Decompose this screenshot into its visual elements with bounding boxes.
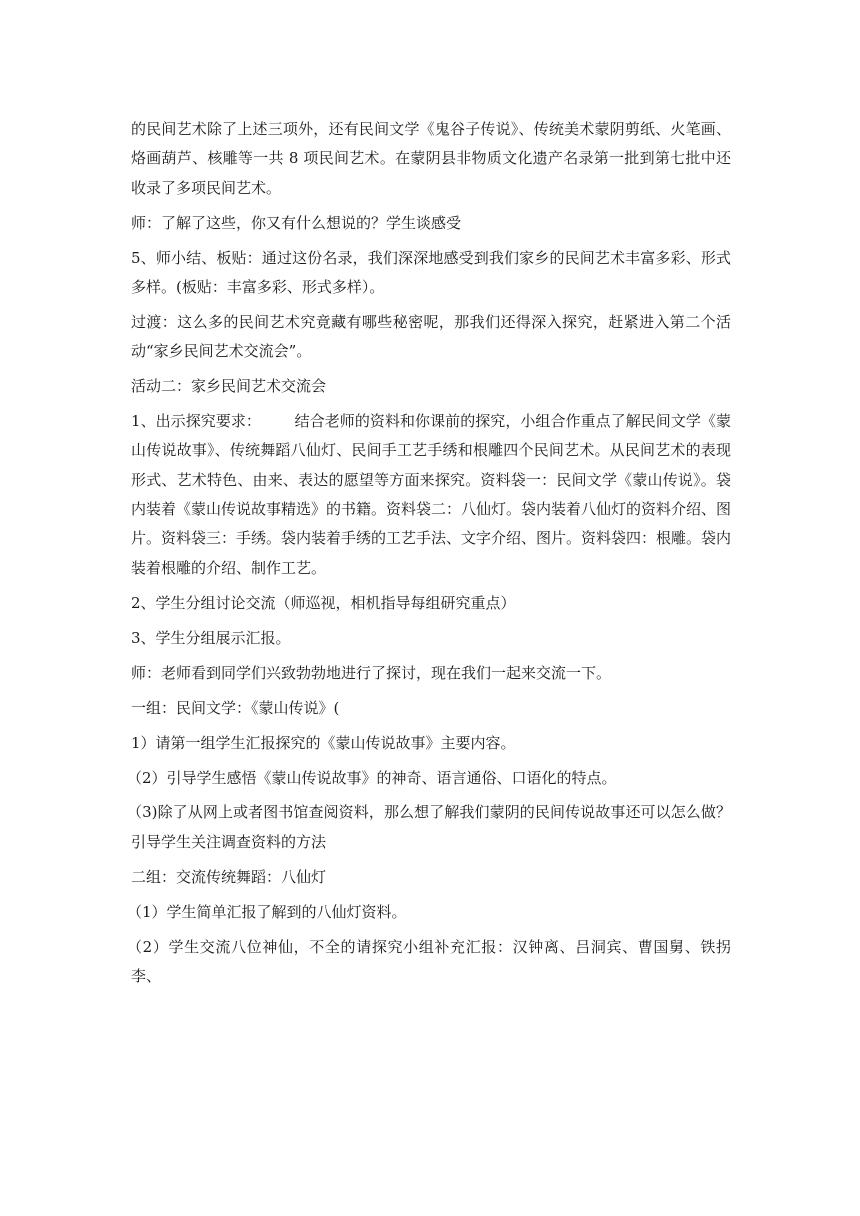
paragraph-group-one-heading: 一组：民间文学：《蒙山传说》( [131, 698, 340, 717]
paragraph-teacher-question: 师：了解了这些，你又有什么想说的？学生谈感受 [131, 213, 462, 232]
paragraph-group-one-item-2: （2）引导学生感悟《蒙山传说故事》的神奇、语言通俗、口语化的特点。 [127, 768, 617, 787]
paragraph-summary-board: 5、师小结、板贴：通过这份名录，我们深深地感受到我们家乡的民间艺术丰富多彩、形式多样。(板贴：丰富多彩、形式多样）。 [131, 248, 731, 296]
paragraph-activity-two-heading: 活动二：家乡民间艺术交流会 [131, 377, 327, 396]
paragraph-transition: 过渡：这么多的民间艺术究竟藏有哪些秘密呢，那我们还得深入探究，赶紧进入第二个活动“家乡民间艺术交流会”。 [131, 312, 731, 361]
paragraph-group-one-item-1: 1）请第一组学生汇报探究的《蒙山传说故事》主要内容。 [131, 733, 516, 752]
paragraph-group-two-item-2: （2）学生交流八位神仙，不全的请探究小组补充汇报：汉钟离、吕洞宾、曹国舅、铁拐李、 [127, 937, 731, 986]
paragraph-group-two-item-1: （1）学生简单汇报了解到的八仙灯资料。 [127, 902, 407, 921]
paragraph-group-discussion: 2、学生分组讨论交流（师巡视，相机指导每组研究重点） [131, 593, 516, 612]
paragraph-teacher-comment: 师：老师看到同学们兴致勃勃地进行了探讨，现在我们一起来交流一下。 [131, 663, 612, 682]
paragraph-inquiry-requirements: 1、出示探究要求： 结合老师的资料和你课前的探究，小组合作重点了解民间文学《蒙山传说故事》、传统舞蹈八仙灯、民间手工艺手绣和根雕四个民间艺术。从民间艺术的表现形式、艺术特色、由来、表达的愿望等方面来探究。资料袋一：民间文学《蒙山传说》。袋内装着《蒙山传说故事精选》的书籍。资料袋二：八仙灯。袋内装着八仙灯的资料介绍、图片。资料袋三：手绣。袋内装着手绣的工艺手法、文字介绍、图片。资料袋四：根雕。袋内装着根雕的介绍、制作工艺。 [131, 412, 732, 577]
document-body [127, 115, 732, 997]
paragraph-group-one-item-3: （3)除了从网上或者图书馆查阅资料，那么想了解我们蒙阴的民间传说故事还可以怎么做？引导学生关注调查资料的方法 [127, 803, 731, 851]
paragraph-group-two-heading: 二组：交流传统舞蹈：八仙灯 [131, 867, 327, 886]
paragraph-folk-art-list: 的民间艺术除了上述三项外，还有民间文学《鬼谷子传说》、传统美术蒙阴剪纸、火笔画、烙画葫芦、核雕等一共 8 项民间艺术。在蒙阴县非物质文化遗产名录第一批到第七批中还收录了多项民间艺术。 [131, 120, 731, 197]
paragraph-group-report: 3、学生分组展示汇报。 [131, 628, 291, 647]
